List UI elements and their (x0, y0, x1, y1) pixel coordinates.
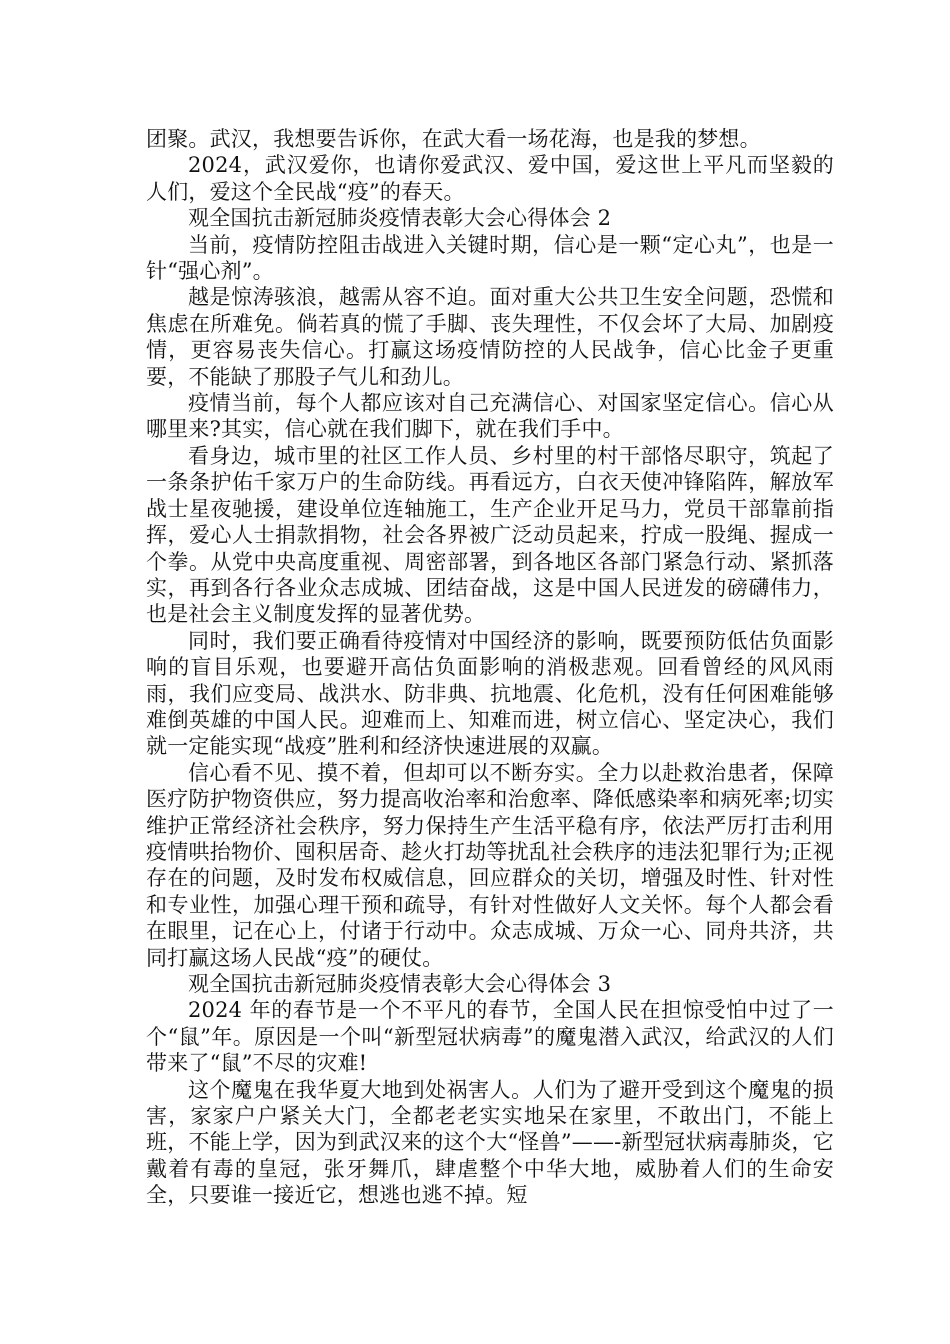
section-heading-3: 观全国抗击新冠肺炎疫情表彰大会心得体会 3 (188, 972, 612, 996)
document-page (146, 126, 834, 1209)
paragraph-3: 当前，疫情防控阻击战进入关键时期，信心是一颗“定心丸”，也是一针“强心剂”。 (146, 232, 834, 284)
paragraph-1: 团聚。武汉，我想要告诉你，在武大看一场花海，也是我的梦想。 (146, 127, 761, 151)
paragraph-5: 疫情当前，每个人都应该对自己充满信心、对国家坚定信心。信心从哪里来?其实，信心就在我们脚下，就在我们手中。 (146, 391, 834, 442)
paragraph-10: 这个魔鬼在我华夏大地到处祸害人。人们为了避开受到这个魔鬼的损害，家家户户紧关大门，全都老老实实地呆在家里，不敢出门，不能上班，不能上学，因为到武汉来的这个大“怪兽”——-新型冠状病毒肺炎，它戴着有毒的皇冠，张牙舞爪，肆虐整个中华大地，威胁着人们的生命安全，只要谁一接近它，想逃也逃不掉。短 (146, 1077, 834, 1208)
paragraph-7: 同时，我们要正确看待疫情对中国经济的影响，既要预防低估负面影响的盲目乐观，也要避开高估负面影响的消极悲观。回看曾经的风风雨雨，我们应变局、战洪水、防非典、抗地震、化危机，没有任何困难能够难倒英雄的中国人民。迎难而上、知难而进，树立信心、坚定决心，我们就一定能实现“战疫”胜利和经济快速进展的双赢。 (146, 628, 834, 759)
paragraph-8: 信心看不见、摸不着，但却可以不断夯实。全力以赴救治患者，保障医疗防护物资供应，努力提高收治率和治愈率、降低感染率和病死率;切实维护正常经济社会秩序，努力保持生产生活平稳有序，依法严厉打击利用疫情哄抬物价、囤积居奇、趁火打劫等扰乱社会秩序的违法犯罪行为;正视存在的问题，及时发布权威信息，回应群众的关切，增强及时性、针对性和专业性，加强心理干预和疏导，有针对性做好人文关怀。每个人都会看在眼里，记在心上，付诸于行动中。众志成城、万众一心、同舟共济，共同打赢这场人民战“疫”的硬仗。 (146, 760, 834, 970)
paragraph-9: 2024 年的春节是一个不平凡的春节，全国人民在担惊受怕中过了一个“鼠”年。原因是一个叫“新型冠状病毒”的魔鬼潜入武汉，给武汉的人们带来了“鼠”不尽的灾难! (146, 998, 834, 1076)
section-heading-2: 观全国抗击新冠肺炎疫情表彰大会心得体会 2 (188, 206, 612, 231)
paragraph-6: 看身边，城市里的社区工作人员、乡村里的村干部恪尽职守，筑起了一条条护佑千家万户的生命防线。再看远方，白衣天使冲锋陷阵，解放军战士星夜驰援，建设单位连轴施工，生产企业开足马力，党员干部靠前指挥，爱心人士捐款捐物，社会各界被广泛动员起来，拧成一股绳、握成一个拳。从党中央高度重视、周密部署，到各地区各部门紧急行动、紧抓落实，再到各行各业众志成城、团结奋战，这是中国人民迸发的磅礴伟力，也是社会主义制度发挥的显著优势。 (146, 443, 834, 627)
paragraph-4: 越是惊涛骇浪，越需从容不迫。面对重大公共卫生安全问题，恐慌和焦虑在所难免。倘若真的慌了手脚、丧失理性，不仅会坏了大局、加剧疫情，更容易丧失信心。打赢这场疫情防控的人民战争，信心比金子更重要，不能缺了那股子气儿和劲儿。 (146, 285, 834, 389)
paragraph-2: 2024，武汉爱你，也请你爱武汉、爱中国，爱这世上平凡而坚毅的人们，爱这个全民战“疫”的春天。 (146, 153, 834, 204)
